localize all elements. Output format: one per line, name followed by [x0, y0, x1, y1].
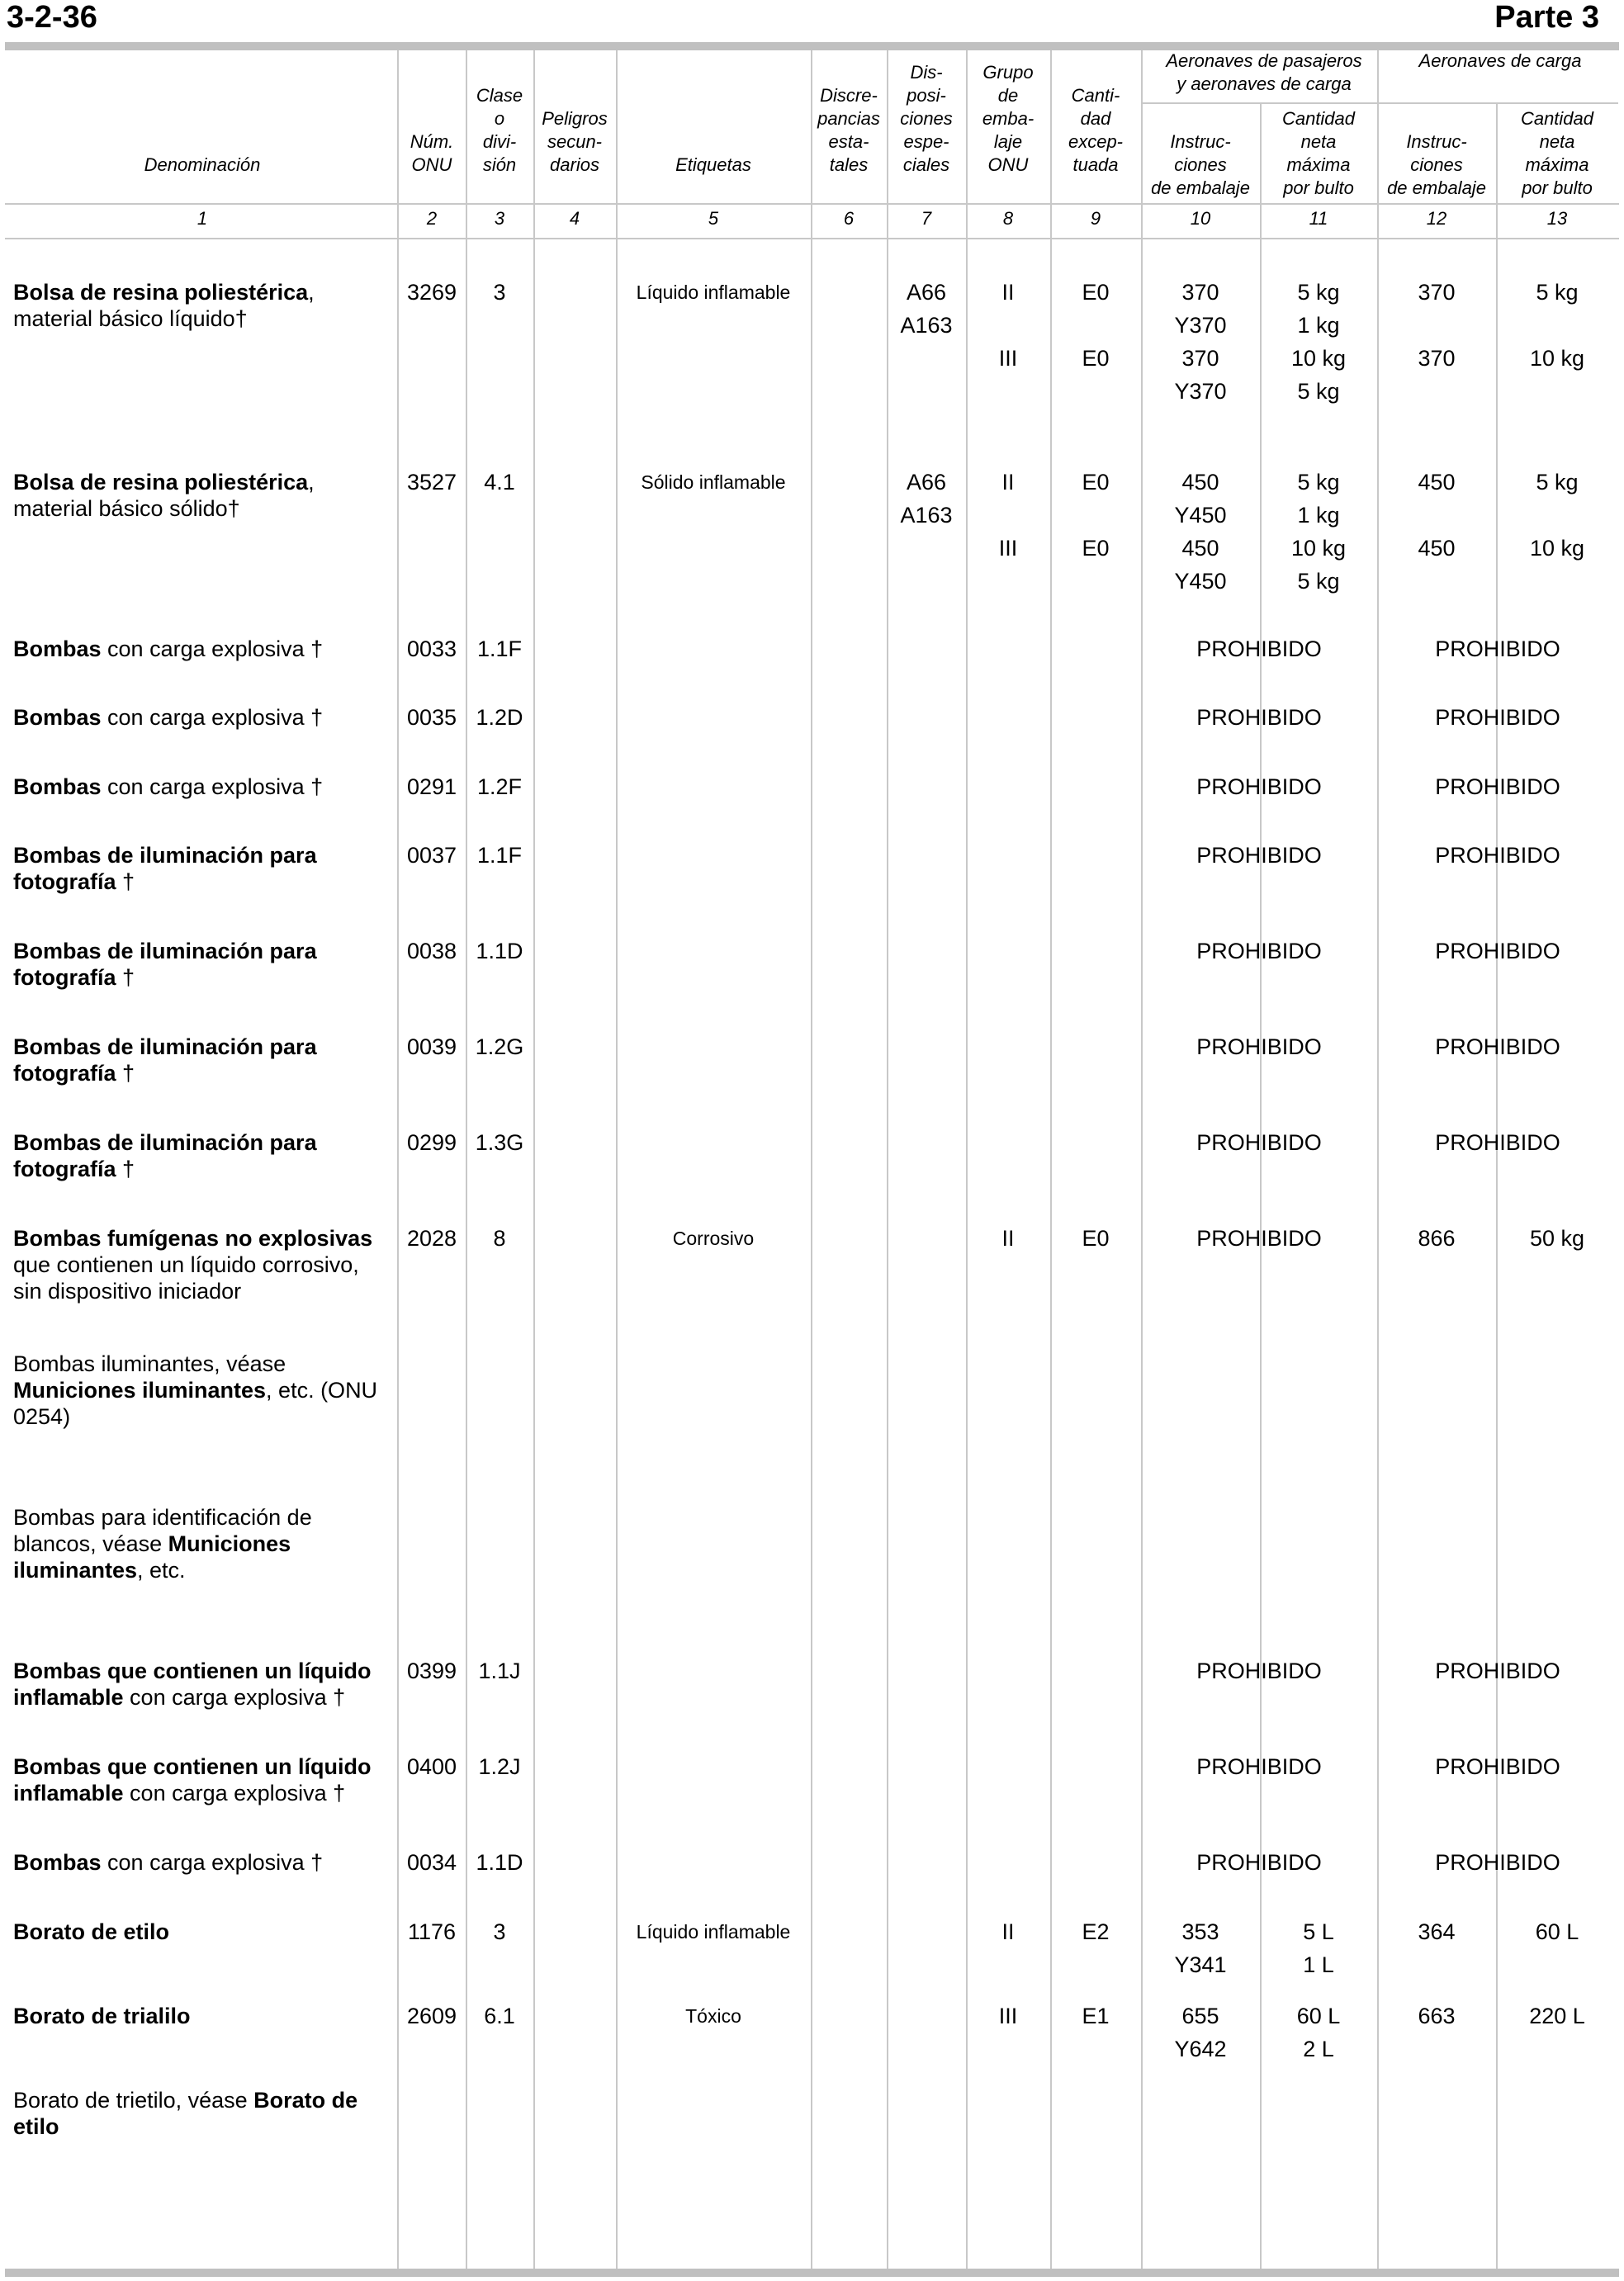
col-header-13: Cantidad neta máxima por bulto [1520, 108, 1594, 198]
entry-name-rest: , etc. (ONU 0254) [13, 1378, 378, 1429]
excepted-quantity: E1 [1082, 2004, 1110, 2028]
entry-name [13, 469, 393, 522]
col-number-13: 13 [1546, 208, 1568, 229]
hazard-label: Sólido inflamable [641, 471, 786, 493]
pax-packing-instruction: 353 [1181, 1919, 1219, 1944]
packing-group: II [1001, 470, 1015, 495]
cargo-packing-instruction: 364 [1418, 1919, 1456, 1944]
col-header-10: Instruc- ciones de embalaje [1151, 131, 1250, 198]
cargo-max-quantity: 10 kg [1529, 536, 1585, 561]
entry-name [13, 2003, 393, 2029]
entry-name [13, 2087, 393, 2140]
special-provision: A163 [900, 503, 953, 528]
entry-name [13, 1658, 393, 1711]
cargo-packing-instruction: 866 [1418, 1226, 1456, 1251]
entry-name [13, 1849, 393, 1876]
special-provision: A66 [906, 470, 947, 495]
col-number-12: 12 [1426, 208, 1447, 229]
col-number-8: 8 [1002, 208, 1014, 229]
entry-name-bold: Bombas [13, 774, 102, 799]
entry-name-bold: Bombas que contienen un líquido inflamable [13, 1754, 372, 1805]
col-header-2: Núm. ONU [410, 131, 454, 175]
excepted-quantity: E0 [1082, 280, 1110, 305]
pax-packing-instruction: Y370 [1174, 379, 1227, 404]
col-header-1: Denominación [144, 154, 261, 175]
entry-name-bold: Bombas de iluminación para fotografía [13, 843, 317, 894]
un-number: 0299 [406, 1130, 457, 1155]
entry-name-bold: Bombas [13, 637, 102, 661]
un-number: 0034 [406, 1850, 457, 1875]
col-header-6: Discre- pancias esta- tales [817, 85, 880, 175]
cargo-max-quantity: 10 kg [1529, 346, 1585, 371]
class-division: 4.1 [484, 470, 515, 495]
pax-max-quantity: 5 kg [1297, 379, 1340, 404]
class-division: 1.2F [476, 774, 523, 799]
col-header-5: Etiquetas [675, 154, 751, 175]
col-number-3: 3 [494, 208, 505, 229]
un-number: 2609 [406, 2004, 457, 2028]
pax-packing-instruction: 370 [1181, 280, 1219, 305]
class-division: 1.1J [478, 1659, 521, 1683]
entry-name [13, 636, 393, 662]
un-number: 0291 [406, 774, 457, 799]
special-provision: A66 [906, 280, 947, 305]
entry-name [13, 279, 393, 332]
entry-name-prefix: Borato de trietilo, véase [13, 2088, 254, 2113]
pax-packing-instruction: Y450 [1174, 503, 1227, 528]
pax-max-quantity: 2 L [1303, 2037, 1334, 2061]
un-number: 0400 [406, 1754, 457, 1779]
cargo-max-quantity: 220 L [1529, 2004, 1585, 2028]
entry-name-bold: Borato de trialilo [13, 2004, 191, 2028]
hazard-label: Líquido inflamable [636, 282, 791, 303]
entry-name-rest: que contienen un líquido corrosivo, sin dispositivo iniciador [13, 1252, 359, 1304]
un-number: 0038 [406, 939, 457, 963]
col-number-6: 6 [843, 208, 855, 229]
class-division: 1.1D [476, 939, 523, 963]
pax-packing-instruction: Y370 [1174, 313, 1227, 338]
entry-name-rest: con carga explosiva † [101, 1850, 324, 1875]
hazard-label: Corrosivo [672, 1228, 755, 1249]
col-header-12: Instruc- ciones de embalaje [1387, 131, 1486, 198]
entry-name-bold: Bombas de iluminación para fotografía [13, 1034, 317, 1086]
cargo-max-quantity: 5 kg [1536, 280, 1579, 305]
class-division: 3 [493, 280, 506, 305]
entry-name [13, 1129, 393, 1182]
pax-prohibited: PROHIBIDO [1196, 705, 1322, 730]
entry-name-bold: Bombas [13, 1850, 102, 1875]
entry-name [13, 938, 393, 991]
cargo-prohibited: PROHIBIDO [1435, 1130, 1560, 1155]
pax-prohibited: PROHIBIDO [1196, 1754, 1322, 1779]
entry-name-rest: † [116, 1061, 135, 1086]
cargo-packing-instruction: 370 [1418, 280, 1456, 305]
special-provision: A163 [900, 313, 953, 338]
col-header-8: Grupo de emba- laje ONU [982, 62, 1035, 175]
cargo-prohibited: PROHIBIDO [1435, 1850, 1560, 1875]
hazard-label: Tóxico [685, 2005, 741, 2027]
packing-group: III [998, 346, 1018, 371]
entry-name-bold: Borato de etilo [13, 2088, 358, 2139]
entry-name-bold: Bombas fumígenas no explosivas [13, 1226, 373, 1251]
entry-name-rest: , material básico líquido† [13, 280, 315, 331]
cargo-prohibited: PROHIBIDO [1435, 1034, 1560, 1059]
entry-name-rest: con carga explosiva † [101, 774, 324, 799]
pax-max-quantity: 1 kg [1297, 503, 1340, 528]
pax-packing-instruction: 370 [1181, 346, 1219, 371]
entry-name-prefix: Bombas para identificación de blancos, véase [13, 1505, 312, 1556]
entry-name [13, 1351, 393, 1430]
pax-prohibited: PROHIBIDO [1196, 637, 1322, 661]
entry-name [13, 1504, 393, 1583]
cargo-prohibited: PROHIBIDO [1435, 939, 1560, 963]
col-number-2: 2 [426, 208, 438, 229]
packing-group: III [998, 536, 1018, 561]
entry-name-bold: Municiones iluminantes [13, 1531, 291, 1583]
column-rule [811, 50, 812, 2269]
entry-name-bold: Bombas de iluminación para fotografía [13, 1130, 317, 1181]
col-header-7: Dis- posi- ciones espe- ciales [900, 62, 953, 175]
pax-packing-instruction: Y450 [1174, 569, 1227, 594]
entry-name [13, 1919, 393, 1945]
cargo-packing-instruction: 370 [1418, 346, 1456, 371]
un-number: 2028 [406, 1226, 457, 1251]
part-label: Parte 3 [1494, 0, 1599, 35]
pax-max-quantity: 1 L [1303, 1952, 1334, 1977]
entry-name-rest: con carga explosiva † [123, 1781, 346, 1805]
entry-name-bold: Bolsa de resina poliestérica [13, 470, 309, 495]
entry-name-prefix: Bombas iluminantes, véase [13, 1351, 286, 1376]
class-division: 1.1F [476, 637, 523, 661]
pax-packing-instruction: 450 [1181, 536, 1219, 561]
class-division: 6.1 [484, 2004, 515, 2028]
packing-group: III [998, 2004, 1018, 2028]
col-number-5: 5 [708, 208, 719, 229]
col-number-4: 4 [569, 208, 580, 229]
excepted-quantity: E0 [1082, 1226, 1110, 1251]
class-division: 1.2D [476, 705, 523, 730]
pax-max-quantity: 10 kg [1290, 536, 1347, 561]
entry-name [13, 774, 393, 800]
cargo-packing-instruction: 450 [1418, 536, 1456, 561]
cargo-packing-instruction: 450 [1418, 470, 1456, 495]
cargo-prohibited: PROHIBIDO [1435, 705, 1560, 730]
col-header-3: Clase o divi- sión [476, 85, 523, 175]
page-number: 3-2-36 [7, 0, 97, 35]
hazard-label: Líquido inflamable [636, 1921, 791, 1943]
pax-packing-instruction: Y642 [1174, 2037, 1227, 2061]
un-number: 0037 [406, 843, 457, 868]
un-number: 0033 [406, 637, 457, 661]
entry-name-bold: Municiones iluminantes [13, 1378, 267, 1403]
cargo-prohibited: PROHIBIDO [1435, 1659, 1560, 1683]
entry-name-rest: con carga explosiva † [101, 637, 324, 661]
pax-max-quantity: 5 L [1303, 1919, 1334, 1944]
bottom-rule [5, 2269, 1619, 2277]
pax-max-quantity: 1 kg [1297, 313, 1340, 338]
entry-name-rest: † [116, 1157, 135, 1181]
entry-name-rest: † [116, 869, 135, 894]
class-division: 3 [493, 1919, 506, 1944]
excepted-quantity: E2 [1082, 1919, 1110, 1944]
cargo-prohibited: PROHIBIDO [1435, 774, 1560, 799]
pax-prohibited: PROHIBIDO [1196, 774, 1322, 799]
entry-name [13, 704, 393, 731]
pax-max-quantity: 60 L [1296, 2004, 1341, 2028]
un-number: 0399 [406, 1659, 457, 1683]
entry-name-bold: Bombas [13, 705, 102, 730]
col-header-4: Peligros secun- darios [542, 108, 608, 175]
class-division: 1.3G [475, 1130, 524, 1155]
un-number: 0035 [406, 705, 457, 730]
packing-group: II [1001, 1226, 1015, 1251]
un-number: 1176 [407, 1919, 457, 1944]
cargo-prohibited: PROHIBIDO [1435, 637, 1560, 661]
pax-prohibited: PROHIBIDO [1196, 1850, 1322, 1875]
entry-name-bold: Bombas de iluminación para fotografía [13, 939, 317, 990]
un-number: 3527 [406, 470, 457, 495]
col-number-7: 7 [921, 208, 932, 229]
cargo-max-quantity: 5 kg [1536, 470, 1579, 495]
class-division: 1.1F [476, 843, 523, 868]
pax-prohibited: PROHIBIDO [1196, 1659, 1322, 1683]
excepted-quantity: E0 [1082, 346, 1110, 371]
entry-name [13, 842, 393, 895]
entry-name [13, 1034, 393, 1086]
pax-prohibited: PROHIBIDO [1196, 1226, 1322, 1251]
col-number-10: 10 [1190, 208, 1211, 229]
cargo-max-quantity: 60 L [1535, 1919, 1579, 1944]
col-number-11: 11 [1309, 208, 1328, 229]
entry-name-rest: , etc. [137, 1558, 186, 1583]
entry-name [13, 1225, 393, 1304]
cargo-prohibited: PROHIBIDO [1435, 843, 1560, 868]
un-number: 0039 [406, 1034, 457, 1059]
pax-prohibited: PROHIBIDO [1196, 1034, 1322, 1059]
group-header-passenger: Aeronaves de pasajeros y aeronaves de carga [1166, 50, 1362, 94]
pax-prohibited: PROHIBIDO [1196, 939, 1322, 963]
col-number-1: 1 [196, 208, 208, 229]
pax-packing-instruction: 450 [1181, 470, 1219, 495]
pax-packing-instruction: 655 [1181, 2004, 1219, 2028]
class-division: 1.1D [476, 1850, 523, 1875]
packing-group: II [1001, 280, 1015, 305]
class-division: 1.2G [475, 1034, 524, 1059]
class-division: 1.2J [478, 1754, 521, 1779]
col-header-11: Cantidad neta máxima por bulto [1281, 108, 1356, 198]
entry-name-rest: † [116, 965, 135, 990]
excepted-quantity: E0 [1082, 536, 1110, 561]
cargo-max-quantity: 50 kg [1529, 1226, 1585, 1251]
col-number-9: 9 [1090, 208, 1101, 229]
entry-name-bold: Bolsa de resina poliestérica [13, 280, 309, 305]
cargo-packing-instruction: 663 [1418, 2004, 1456, 2028]
excepted-quantity: E0 [1082, 470, 1110, 495]
pax-prohibited: PROHIBIDO [1196, 1130, 1322, 1155]
pax-packing-instruction: Y341 [1174, 1952, 1227, 1977]
column-rule [533, 50, 535, 2269]
class-division: 8 [493, 1226, 506, 1251]
entry-name-bold: Bombas que contienen un líquido inflamable [13, 1659, 372, 1710]
entry-name-rest: con carga explosiva † [101, 705, 324, 730]
cargo-prohibited: PROHIBIDO [1435, 1754, 1560, 1779]
pax-max-quantity: 5 kg [1297, 470, 1340, 495]
entry-name [13, 1753, 393, 1806]
pax-max-quantity: 5 kg [1297, 569, 1340, 594]
header-divider-group [1141, 102, 1618, 104]
entry-name-rest: con carga explosiva † [123, 1685, 346, 1710]
col-header-9: Canti- dad excep- tuada [1068, 85, 1124, 175]
packing-group: II [1001, 1919, 1015, 1944]
un-number: 3269 [406, 280, 457, 305]
pax-max-quantity: 5 kg [1297, 280, 1340, 305]
entry-name-rest: , material básico sólido† [13, 470, 315, 521]
group-header-cargo: Aeronaves de carga [1418, 50, 1582, 71]
column-rule [887, 50, 888, 2269]
pax-max-quantity: 10 kg [1290, 346, 1347, 371]
pax-prohibited: PROHIBIDO [1196, 843, 1322, 868]
entry-name-bold: Borato de etilo [13, 1919, 170, 1944]
